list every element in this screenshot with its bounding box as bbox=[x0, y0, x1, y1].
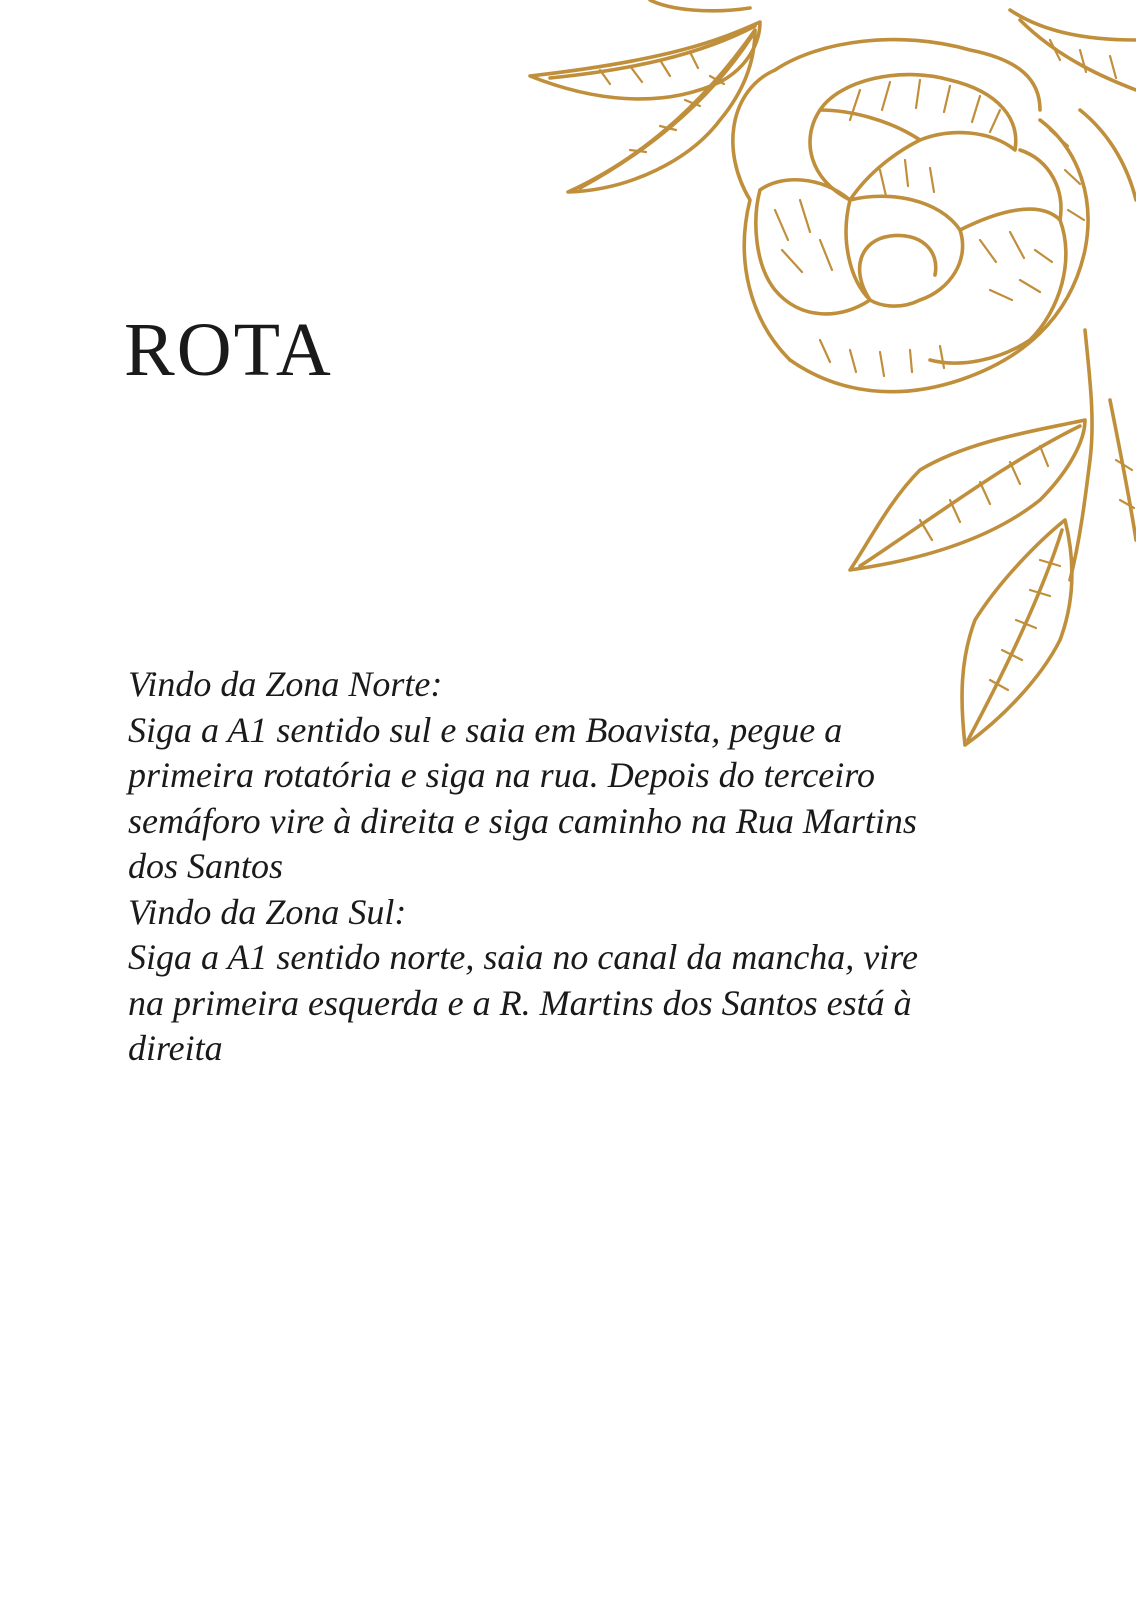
page-title: ROTA bbox=[124, 308, 333, 392]
directions-block bbox=[128, 662, 948, 1072]
direction-heading-south: Vindo da Zona Sul: bbox=[128, 891, 407, 932]
direction-heading-north: Vindo da Zona Norte: bbox=[128, 664, 443, 704]
direction-text-south: Siga a A1 sentido norte, saia no canal da mancha, vire na primeira esquerda e a R. Martins dos Santos está à direita bbox=[128, 937, 918, 1068]
direction-text-north: Siga a A1 sentido sul e saia em Boavista, pegue a primeira rotatória e siga na rua. Depois do terceiro semáforo vire à direita e siga caminho na Rua Martins dos Santos bbox=[128, 709, 917, 886]
